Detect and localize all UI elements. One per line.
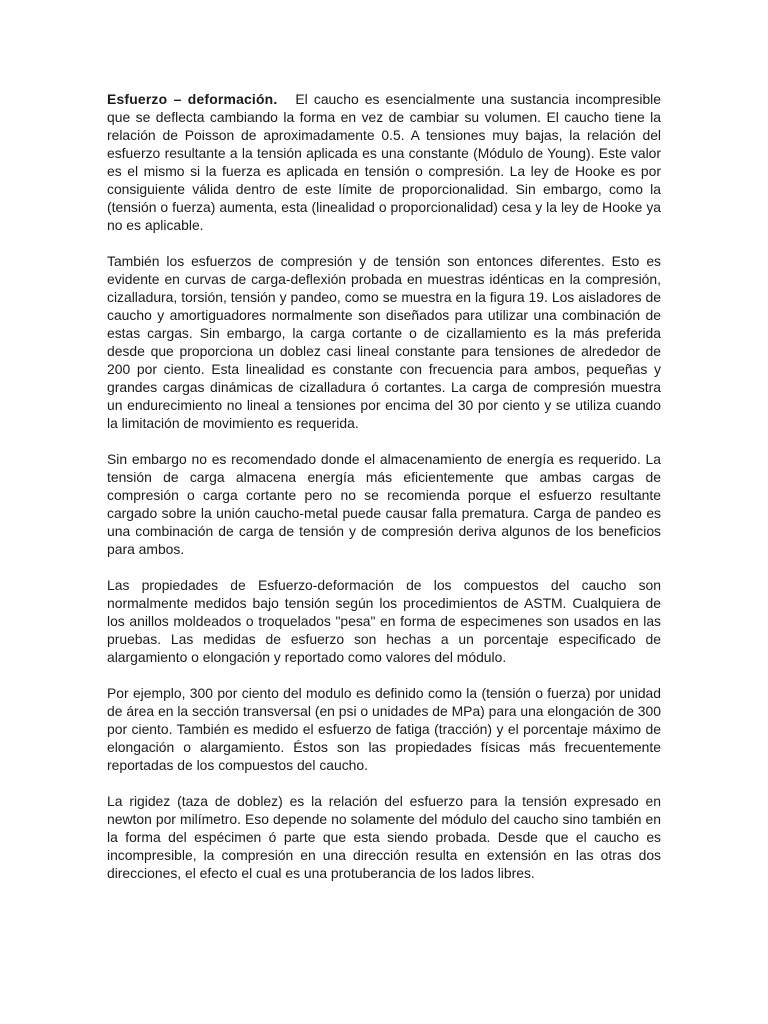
section-heading: Esfuerzo – deformación. <box>107 91 278 107</box>
paragraph-almacenamiento-energia: Sin embargo no es recomendado donde el almacenamiento de energía es requerido. La tensión de carga almacena energía más eficientemente que ambas cargas de compresión o carga cortante pero no se recomienda porque el esfuerzo resultante cargado sobre la unión caucho-metal puede causar falla prematura. Carga de pandeo es una combinación de carga de tensión y de compresión deriva algunos de los beneficios para ambos. <box>107 451 661 557</box>
paragraph-modulo: Por ejemplo, 300 por ciento del modulo es definido como la (tensión o fuerza) por unidad de área en la sección transversal (en psi o unidades de MPa) para una elongación de 300 por ciento. También es medido el esfuerzo de fatiga (tracción) y el porcentaje máximo de elongación o alargamiento. Éstos son las propiedades físicas más frecuentemente reportadas de los compuestos del caucho. <box>107 685 661 773</box>
paragraph-rigidez: La rigidez (taza de doblez) es la relación del esfuerzo para la tensión expresado en newton por milímetro. Eso depende no solamente del módulo del caucho sino también en la forma del espécimen ó parte que esta siendo probada. Desde que el caucho es incompresible, la compresión en una dirección resulta en extensión en las otras dos direcciones, el efecto el cual es una protuberancia de los lados libres. <box>107 793 661 881</box>
paragraph-compresion-tension: También los esfuerzos de compresión y de tensión son entonces diferentes. Esto es evidente en curvas de carga-deflexión probada en muestras idénticas en la compresión, cizalladura, torsión, tensión y pandeo, como se muestra en la figura 19. Los aisladores de caucho y amortiguadores normalmente son diseñados para utilizar una combinación de estas cargas. Sin embargo, la carga cortante o de cizallamiento es la más preferida desde que proporciona un doblez casi lineal constante para tensiones de alrededor de 200 por ciento. Esta linealidad es constante con frecuencia para ambos, pequeñas y grandes cargas dinámicas de cizalladura ó cortantes. La carga de compresión muestra un endurecimiento no lineal a tensiones por encima del 30 por ciento y se utiliza cuando la limitación de movimiento es requerida. <box>107 253 661 431</box>
document-body <box>107 90 661 900</box>
paragraph-esfuerzo-deformacion <box>107 90 661 234</box>
paragraph-propiedades: Las propiedades de Esfuerzo-deformación de los compuestos del caucho son normalmente medidos bajo tensión según los procedimientos de ASTM. Cualquiera de los anillos moldeados o troquelados "pesa" en forma de especimenes son usados en las pruebas. Las medidas de esfuerzo son hechas a un porcentaje especificado de alargamiento o elongación y reportado como valores del módulo. <box>107 577 661 665</box>
paragraph-text: El caucho es esencialmente una sustancia incompresible que se deflecta cambiando la forma en vez de cambiar su volumen. El caucho tiene la relación de Poisson de aproximadamente 0.5. A tensiones muy bajas, la relación del esfuerzo resultante a la tensión aplicada es una constante (Módulo de Young). Este valor es el mismo si la fuerza es aplicada en tensión o compresión. La ley de Hooke es por consiguiente válida dentro de este límite de proporcionalidad. Sin embargo, como la (tensión o fuerza) aumenta, esta (linealidad o proporcionalidad) cesa y la ley de Hooke ya no es aplicable. <box>107 91 661 233</box>
